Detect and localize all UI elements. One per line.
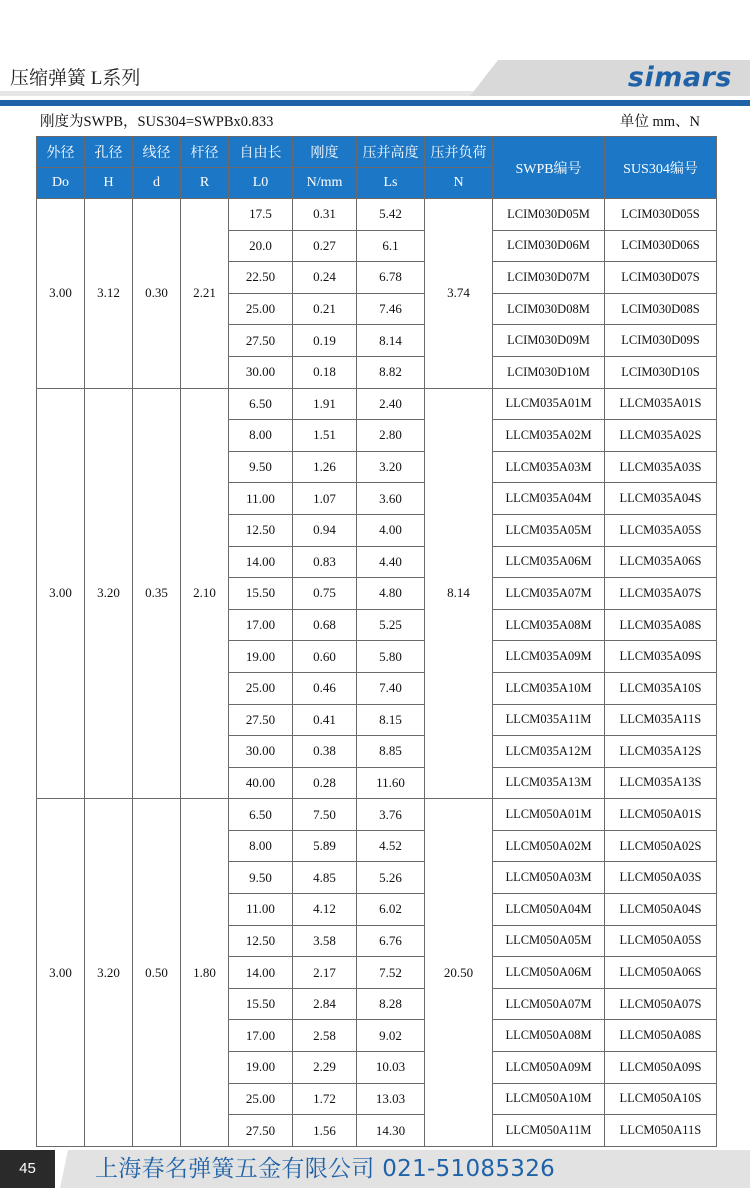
company-contact: 上海春名弹簧五金有限公司 021-51085326: [95, 1156, 556, 1182]
solid-height-cell: 5.42: [357, 199, 425, 231]
sus304-code-cell: LCIM030D08S: [605, 293, 717, 325]
stiffness-cell: 1.07: [293, 483, 357, 515]
group-h-cell: 3.20: [85, 799, 133, 1147]
header-cell: Ls: [357, 168, 425, 199]
stiffness-note: 刚度为SWPB，SUS304=SWPBx0.833: [40, 114, 274, 130]
sus304-code-cell: LLCM050A06S: [605, 957, 717, 989]
header-cell: 刚度: [293, 137, 357, 168]
swpb-code-cell: LLCM050A08M: [493, 1020, 605, 1052]
swpb-code-cell: LLCM035A09M: [493, 641, 605, 673]
stiffness-cell: 0.68: [293, 609, 357, 641]
free-length-cell: 11.00: [229, 894, 293, 926]
group-do-cell: 3.00: [37, 388, 85, 799]
header-cell: 压并负荷: [425, 137, 493, 168]
sus304-code-cell: LLCM035A08S: [605, 609, 717, 641]
free-length-cell: 25.00: [229, 672, 293, 704]
free-length-cell: 12.50: [229, 925, 293, 957]
solid-height-cell: 10.03: [357, 1052, 425, 1084]
group-h-cell: 3.12: [85, 199, 133, 389]
header-cell: 外径: [37, 137, 85, 168]
free-length-cell: 8.00: [229, 420, 293, 452]
sus304-code-cell: LLCM035A02S: [605, 420, 717, 452]
unit-note: 单位 mm、N: [619, 114, 700, 130]
stiffness-cell: 1.72: [293, 1083, 357, 1115]
header-blue-rule: [0, 100, 750, 106]
swpb-code-cell: LCIM030D10M: [493, 356, 605, 388]
group-d-cell: 0.30: [133, 199, 181, 389]
swpb-code-cell: LLCM035A06M: [493, 546, 605, 578]
header-swpb-code: SWPB编号: [493, 137, 605, 199]
free-length-cell: 27.50: [229, 325, 293, 357]
free-length-cell: 8.00: [229, 830, 293, 862]
free-length-cell: 14.00: [229, 546, 293, 578]
sus304-code-cell: LLCM035A13S: [605, 767, 717, 799]
sus304-code-cell: LLCM035A05S: [605, 514, 717, 546]
sus304-code-cell: LLCM035A07S: [605, 578, 717, 610]
solid-height-cell: 4.40: [357, 546, 425, 578]
sus304-code-cell: LLCM035A04S: [605, 483, 717, 515]
solid-height-cell: 4.52: [357, 830, 425, 862]
solid-load-cell: 3.74: [425, 199, 493, 389]
free-length-cell: 19.00: [229, 1052, 293, 1084]
swpb-code-cell: LCIM030D06M: [493, 230, 605, 262]
free-length-cell: 6.50: [229, 388, 293, 420]
solid-height-cell: 2.40: [357, 388, 425, 420]
header-cell: 孔径: [85, 137, 133, 168]
sus304-code-cell: LLCM050A03S: [605, 862, 717, 894]
header-cell: Do: [37, 168, 85, 199]
stiffness-cell: 0.60: [293, 641, 357, 673]
swpb-code-cell: LLCM035A04M: [493, 483, 605, 515]
header-cell: 线径: [133, 137, 181, 168]
table-body: [37, 199, 717, 1147]
header-cell: 自由长: [229, 137, 293, 168]
swpb-code-cell: LCIM030D08M: [493, 293, 605, 325]
solid-height-cell: 3.20: [357, 451, 425, 483]
group-d-cell: 0.50: [133, 799, 181, 1147]
sus304-code-cell: LLCM050A09S: [605, 1052, 717, 1084]
page-header: [0, 0, 750, 108]
header-cell: d: [133, 168, 181, 199]
table-header-row-cn: [37, 137, 717, 168]
swpb-code-cell: LLCM050A01M: [493, 799, 605, 831]
stiffness-cell: 1.56: [293, 1115, 357, 1147]
stiffness-cell: 2.58: [293, 1020, 357, 1052]
stiffness-cell: 0.27: [293, 230, 357, 262]
stiffness-cell: 0.41: [293, 704, 357, 736]
swpb-code-cell: LLCM035A01M: [493, 388, 605, 420]
solid-height-cell: 14.30: [357, 1115, 425, 1147]
sus304-code-cell: LCIM030D09S: [605, 325, 717, 357]
solid-height-cell: 11.60: [357, 767, 425, 799]
solid-height-cell: 7.40: [357, 672, 425, 704]
free-length-cell: 9.50: [229, 862, 293, 894]
swpb-code-cell: LLCM050A03M: [493, 862, 605, 894]
free-length-cell: 15.50: [229, 578, 293, 610]
stiffness-cell: 2.17: [293, 957, 357, 989]
solid-height-cell: 8.82: [357, 356, 425, 388]
group-d-cell: 0.35: [133, 388, 181, 799]
swpb-code-cell: LLCM050A10M: [493, 1083, 605, 1115]
solid-load-cell: 8.14: [425, 388, 493, 799]
swpb-code-cell: LLCM035A03M: [493, 451, 605, 483]
group-r-cell: 1.80: [181, 799, 229, 1147]
stiffness-cell: 0.94: [293, 514, 357, 546]
stiffness-cell: 2.29: [293, 1052, 357, 1084]
free-length-cell: 27.50: [229, 1115, 293, 1147]
free-length-cell: 17.00: [229, 609, 293, 641]
stiffness-cell: 3.58: [293, 925, 357, 957]
table-row: [37, 799, 717, 831]
sus304-code-cell: LLCM050A08S: [605, 1020, 717, 1052]
stiffness-cell: 0.46: [293, 672, 357, 704]
swpb-code-cell: LLCM035A12M: [493, 736, 605, 768]
stiffness-cell: 0.75: [293, 578, 357, 610]
solid-load-cell: 20.50: [425, 799, 493, 1147]
swpb-code-cell: LLCM050A04M: [493, 894, 605, 926]
sus304-code-cell: LLCM035A12S: [605, 736, 717, 768]
free-length-cell: 27.50: [229, 704, 293, 736]
swpb-code-cell: LLCM035A11M: [493, 704, 605, 736]
solid-height-cell: 7.52: [357, 957, 425, 989]
sus304-code-cell: LLCM035A09S: [605, 641, 717, 673]
header-cell: N/mm: [293, 168, 357, 199]
solid-height-cell: 3.76: [357, 799, 425, 831]
solid-height-cell: 2.80: [357, 420, 425, 452]
swpb-code-cell: LCIM030D07M: [493, 262, 605, 294]
solid-height-cell: 13.03: [357, 1083, 425, 1115]
header-cell: 杆径: [181, 137, 229, 168]
sus304-code-cell: LLCM035A11S: [605, 704, 717, 736]
sus304-code-cell: LLCM035A01S: [605, 388, 717, 420]
sus304-code-cell: LLCM050A02S: [605, 830, 717, 862]
free-length-cell: 17.5: [229, 199, 293, 231]
swpb-code-cell: LLCM035A02M: [493, 420, 605, 452]
sus304-code-cell: LCIM030D10S: [605, 356, 717, 388]
swpb-code-cell: LLCM035A05M: [493, 514, 605, 546]
free-length-cell: 12.50: [229, 514, 293, 546]
swpb-code-cell: LLCM050A07M: [493, 988, 605, 1020]
solid-height-cell: 7.46: [357, 293, 425, 325]
swpb-code-cell: LLCM050A09M: [493, 1052, 605, 1084]
free-length-cell: 11.00: [229, 483, 293, 515]
group-do-cell: 3.00: [37, 799, 85, 1147]
swpb-code-cell: LLCM050A05M: [493, 925, 605, 957]
free-length-cell: 17.00: [229, 1020, 293, 1052]
solid-height-cell: 6.1: [357, 230, 425, 262]
sus304-code-cell: LLCM050A07S: [605, 988, 717, 1020]
header-cell: R: [181, 168, 229, 199]
swpb-code-cell: LLCM050A02M: [493, 830, 605, 862]
solid-height-cell: 8.15: [357, 704, 425, 736]
table-row: [37, 388, 717, 420]
solid-height-cell: 5.25: [357, 609, 425, 641]
free-length-cell: 6.50: [229, 799, 293, 831]
stiffness-cell: 4.12: [293, 894, 357, 926]
group-do-cell: 3.00: [37, 199, 85, 389]
free-length-cell: 40.00: [229, 767, 293, 799]
solid-height-cell: 8.85: [357, 736, 425, 768]
swpb-code-cell: LLCM035A07M: [493, 578, 605, 610]
stiffness-cell: 0.19: [293, 325, 357, 357]
free-length-cell: 30.00: [229, 736, 293, 768]
stiffness-cell: 0.31: [293, 199, 357, 231]
header-cell: 压并高度: [357, 137, 425, 168]
solid-height-cell: 8.28: [357, 988, 425, 1020]
header-cell: H: [85, 168, 133, 199]
group-r-cell: 2.10: [181, 388, 229, 799]
free-length-cell: 25.00: [229, 293, 293, 325]
stiffness-cell: 0.21: [293, 293, 357, 325]
stiffness-cell: 1.51: [293, 420, 357, 452]
free-length-cell: 19.00: [229, 641, 293, 673]
stiffness-cell: 4.85: [293, 862, 357, 894]
sus304-code-cell: LLCM035A06S: [605, 546, 717, 578]
page-title: 压缩弹簧 L系列: [10, 68, 141, 89]
sus304-code-cell: LLCM050A11S: [605, 1115, 717, 1147]
solid-height-cell: 4.00: [357, 514, 425, 546]
free-length-cell: 30.00: [229, 356, 293, 388]
header-cell: L0: [229, 168, 293, 199]
header-cell: N: [425, 168, 493, 199]
stiffness-cell: 2.84: [293, 988, 357, 1020]
free-length-cell: 22.50: [229, 262, 293, 294]
stiffness-cell: 0.24: [293, 262, 357, 294]
stiffness-cell: 1.26: [293, 451, 357, 483]
swpb-code-cell: LLCM050A06M: [493, 957, 605, 989]
sus304-code-cell: LLCM050A05S: [605, 925, 717, 957]
group-r-cell: 2.21: [181, 199, 229, 389]
free-length-cell: 25.00: [229, 1083, 293, 1115]
sus304-code-cell: LCIM030D07S: [605, 262, 717, 294]
stiffness-cell: 0.28: [293, 767, 357, 799]
solid-height-cell: 6.78: [357, 262, 425, 294]
sus304-code-cell: LCIM030D06S: [605, 230, 717, 262]
sus304-code-cell: LLCM050A10S: [605, 1083, 717, 1115]
free-length-cell: 9.50: [229, 451, 293, 483]
swpb-code-cell: LLCM035A10M: [493, 672, 605, 704]
sus304-code-cell: LLCM035A03S: [605, 451, 717, 483]
swpb-code-cell: LCIM030D09M: [493, 325, 605, 357]
solid-height-cell: 8.14: [357, 325, 425, 357]
solid-height-cell: 5.80: [357, 641, 425, 673]
sus304-code-cell: LLCM050A01S: [605, 799, 717, 831]
solid-height-cell: 3.60: [357, 483, 425, 515]
sus304-code-cell: LCIM030D05S: [605, 199, 717, 231]
table-row: [37, 199, 717, 231]
solid-height-cell: 9.02: [357, 1020, 425, 1052]
swpb-code-cell: LCIM030D05M: [493, 199, 605, 231]
stiffness-cell: 0.18: [293, 356, 357, 388]
swpb-code-cell: LLCM035A08M: [493, 609, 605, 641]
solid-height-cell: 6.76: [357, 925, 425, 957]
header-sus304-code: SUS304编号: [605, 137, 717, 199]
free-length-cell: 20.0: [229, 230, 293, 262]
solid-height-cell: 5.26: [357, 862, 425, 894]
stiffness-cell: 5.89: [293, 830, 357, 862]
swpb-code-cell: LLCM050A11M: [493, 1115, 605, 1147]
free-length-cell: 15.50: [229, 988, 293, 1020]
page-number: 45: [0, 1150, 55, 1188]
group-h-cell: 3.20: [85, 388, 133, 799]
free-length-cell: 14.00: [229, 957, 293, 989]
swpb-code-cell: LLCM035A13M: [493, 767, 605, 799]
stiffness-cell: 7.50: [293, 799, 357, 831]
stiffness-cell: 0.38: [293, 736, 357, 768]
sus304-code-cell: LLCM035A10S: [605, 672, 717, 704]
sus304-code-cell: LLCM050A04S: [605, 894, 717, 926]
solid-height-cell: 6.02: [357, 894, 425, 926]
stiffness-cell: 0.83: [293, 546, 357, 578]
spring-spec-table: [36, 136, 717, 1147]
brand-logo: simars: [627, 62, 732, 93]
solid-height-cell: 4.80: [357, 578, 425, 610]
stiffness-cell: 1.91: [293, 388, 357, 420]
